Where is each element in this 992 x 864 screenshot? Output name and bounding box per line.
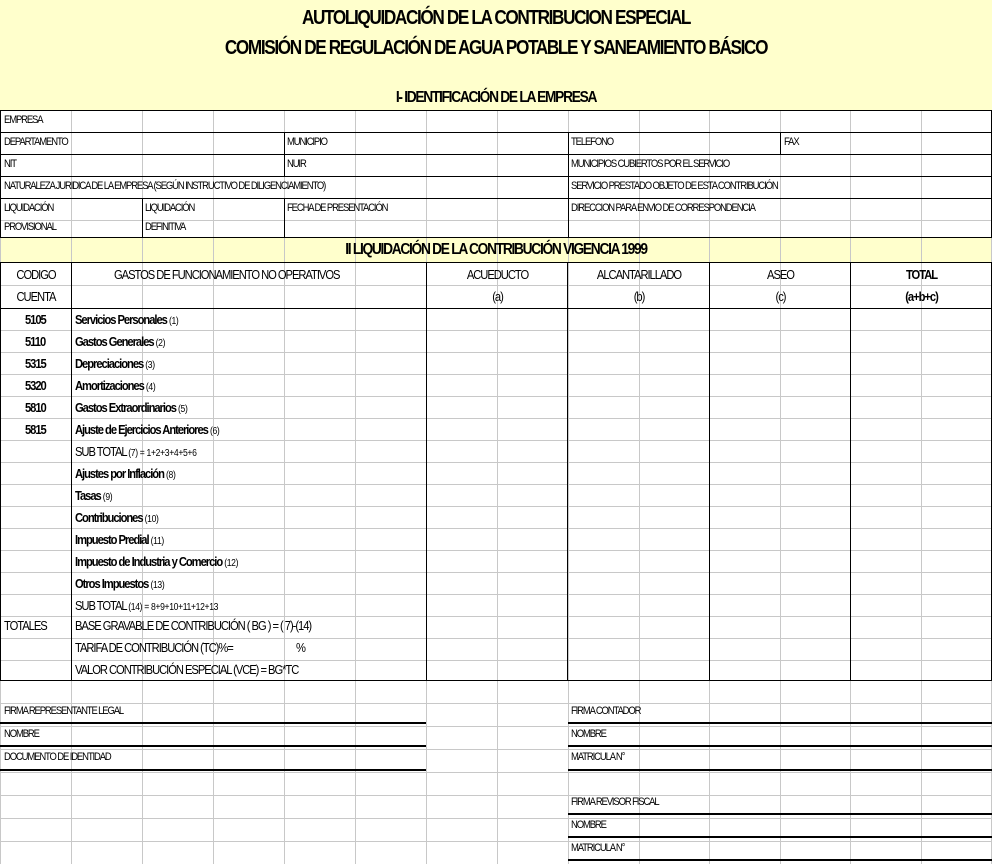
municipios-cubiertos-label: MUNICIPIOS CUBIERTOS POR EL SERVICIO: [571, 158, 730, 170]
row-label: SUB TOTAL (14) = 8+9+10+11+12+13: [75, 598, 219, 613]
row-label: Gastos Generales (2): [75, 334, 166, 349]
liquidacion-provisional-label-2: PROVISIONAL: [4, 221, 56, 233]
row-code: 5105: [25, 312, 46, 327]
row-label: Depreciaciones (3): [75, 356, 155, 371]
row-label: Impuesto de Industria y Comercio (12): [75, 554, 239, 569]
base-gravable-label: BASE GRAVABLE DE CONTRIBUCIÓN ( BG ) = ( 7)-(14): [75, 618, 312, 633]
section2-title: II LIQUIDACIÓN DE LA CONTRIBUCIÓN VIGENCIA 1999: [345, 241, 647, 258]
row-label: Amortizaciones (4): [75, 378, 156, 393]
nur-label: NUIR: [287, 158, 306, 170]
form-title-line2: COMISIÓN DE REGULACIÓN DE AGUA POTABLE Y SANEAMIENTO BÁSICO: [224, 37, 768, 59]
servicio-prestado-label: SERVICIO PRESTADO OBJETO DE ESTA CONTRIBUCIÓN: [571, 180, 778, 192]
row-label: Ajustes por Inflación (8): [75, 466, 176, 481]
liquidacion-definitiva-label-1: LIQUIDACIÓN: [145, 202, 195, 214]
departamento-label: DEPARTAMENTO: [4, 136, 68, 148]
fax-label: FAX: [784, 136, 799, 148]
alcantarillado-header: ALCANTARILLADO: [596, 267, 682, 282]
naturaleza-juridica-label: NATURALEZA JURIDICA DE LA EMPRESA (SEGÚN INSTRUCTIVO DE DILIGENCIAMIENTO): [4, 180, 326, 192]
fecha-presentacion-label: FECHA DE PRESENTACIÓN: [287, 202, 388, 214]
row-label: Ajuste de Ejercicios Anteriores (6): [75, 422, 220, 437]
alcantarillado-subheader: (b): [633, 289, 645, 304]
firma-revisor-label: FIRMA REVISOR FISCAL: [571, 796, 659, 808]
telefono-label: TELEFONO: [571, 136, 614, 148]
row-code: 5815: [25, 422, 46, 437]
documento-identidad-label: DOCUMENTO DE IDENTIDAD: [4, 751, 111, 763]
acueducto-header: ACUEDUCTO: [466, 267, 529, 282]
total-header: TOTAL: [905, 267, 938, 282]
nombre-representante-label: NOMBRE: [4, 728, 39, 740]
codigo-header-1: CODIGO: [16, 267, 56, 282]
nombre-revisor-label: NOMBRE: [571, 819, 606, 831]
direccion-label: DIRECCION PARA ENVIO DE CORRESPONDENCIA: [571, 202, 755, 214]
row-label: Tasas (9): [75, 488, 113, 503]
row-label: Impuesto Predial (11): [75, 532, 164, 547]
tarifa-label: TARIFA DE CONTRIBUCIÓN (TC)%=: [75, 640, 233, 655]
row-label: Gastos Extraordinarios (5): [75, 400, 188, 415]
row-code: 5810: [25, 400, 46, 415]
row-label: Otros Impuestos (13): [75, 576, 165, 591]
empresa-label: EMPRESA: [4, 114, 43, 126]
row-code: 5320: [25, 378, 46, 393]
row-code: 5110: [25, 334, 46, 349]
tarifa-percent: %: [296, 640, 305, 655]
matricula-revisor-label: MATRICULA N°: [571, 842, 625, 854]
nombre-contador-label: NOMBRE: [571, 728, 606, 740]
row-label: Servicios Personales (1): [75, 312, 179, 327]
firma-representante-label: FIRMA REPRESENTANTE LEGAL: [4, 705, 124, 717]
row-code: 5315: [25, 356, 46, 371]
acueducto-subheader: (a): [492, 289, 503, 304]
row-label: SUB TOTAL (7) = 1+2+3+4+5+6: [75, 444, 197, 459]
matricula-contador-label: MATRICULA N°: [571, 751, 625, 763]
section1-title: I- IDENTIFICACIÓN DE LA EMPRESA: [395, 89, 597, 106]
form-title-line1: AUTOLIQUIDACIÓN DE LA CONTRIBUCION ESPECIAL: [301, 7, 691, 29]
firma-contador-label: FIRMA CONTADOR: [571, 705, 641, 717]
aseo-subheader: (c): [775, 289, 786, 304]
liquidacion-provisional-label-1: LIQUIDACIÓN: [4, 202, 54, 214]
totales-label: TOTALES: [4, 618, 47, 633]
nit-label: NIT: [4, 158, 16, 170]
municipio-label: MUNICIPIO: [287, 136, 327, 148]
total-subheader: (a+b+c): [905, 289, 938, 304]
aseo-header: ASEO: [767, 267, 794, 282]
codigo-header-2: CUENTA: [16, 289, 56, 304]
gastos-header: GASTOS DE FUNCIONAMIENTO NO OPERATIVOS: [114, 267, 340, 282]
row-label: Contribuciones (10): [75, 510, 159, 525]
valor-contribucion-label: VALOR CONTRIBUCIÓN ESPECIAL (VCE) = BG*TC: [75, 662, 299, 677]
liquidacion-definitiva-label-2: DEFINITIVA: [145, 221, 186, 233]
